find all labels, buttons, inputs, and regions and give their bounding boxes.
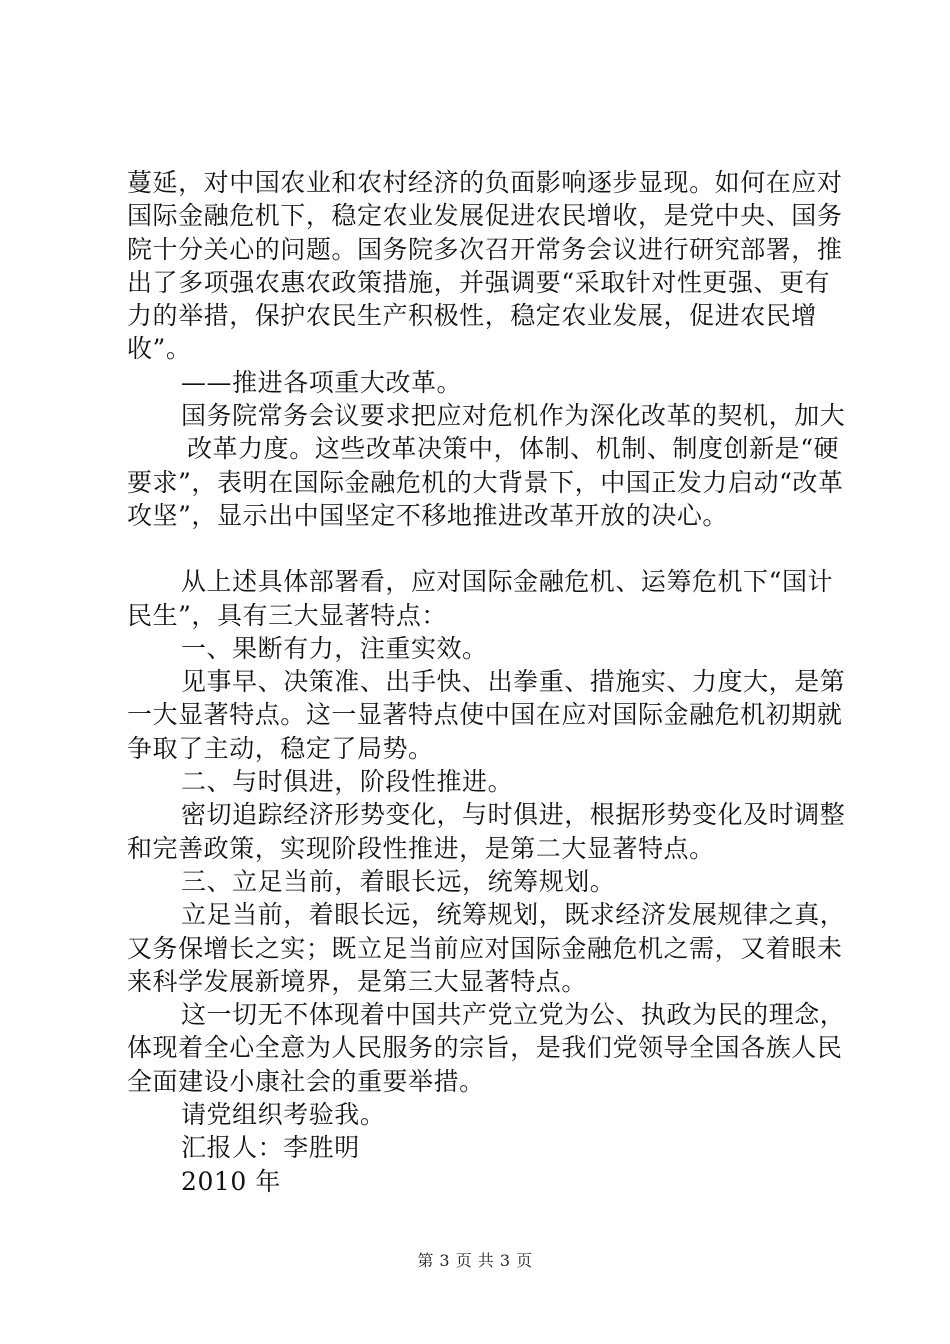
- paragraph-three-features: 从上述具体部署看，应对国际金融危机、运筹危机下“国计民生”，具有三大显著特点：: [127, 567, 834, 630]
- heading-feature-one: 一、果断有力，注重实效。: [181, 633, 488, 663]
- document-body: [127, 166, 847, 1198]
- paragraph-agriculture: 蔓延，对中国农业和农村经济的负面影响逐步显现。如何在应对国际金融危机下，稳定农业发展促进农民增收，是党中央、国务院十分关心的问题。国务院多次召开常务会议进行研究部署，推出了多项强农惠农政策措施，并强调要“采取针对性更强、更有力的举措，保护农民生产积极性，稳定农业发展，促进农民增收”。: [127, 168, 843, 364]
- paragraph-reform-intro: 国务院常务会议要求把应对危机作为深化改革的契机，加大: [181, 401, 846, 431]
- paragraph-gap: [127, 532, 847, 565]
- paragraph-feature-one: 见事早、决策准、出手快、出拳重、措施实、力度大，是第一大显著特点。这一显著特点使中国在应对国际金融危机初期就争取了主动，稳定了局势。: [127, 667, 846, 763]
- paragraph-conclusion: 这一切无不体现着中国共产党立党为公、执政为民的理念，体现着全心全意为人民服务的宗旨，是我们党领导全国各族人民全面建设小康社会的重要举措。: [127, 1000, 846, 1096]
- paragraph-feature-three: 立足当前，着眼长远，统筹规划，既求经济发展规律之真，又务保增长之实；既立足当前应对国际金融危机之需，又着眼未来科学发展新境界，是第三大显著特点。: [127, 900, 846, 996]
- page-number-footer: 第 3 页 共 3 页: [417, 1251, 533, 1270]
- heading-feature-two: 二、与时俱进，阶段性推进。: [181, 767, 514, 797]
- paragraph-reform-detail: 改革力度。这些改革决策中，体制、机制、制度创新是“硬要求”，表明在国际金融危机的大背景下，中国正发力启动“改革攻坚”，显示出中国坚定不移地推进改革开放的决心。: [127, 434, 844, 530]
- report-year: 2010 年: [181, 1166, 281, 1196]
- closing-request: 请党组织考验我。: [181, 1100, 386, 1130]
- reporter-signature: 汇报人：李胜明: [181, 1133, 360, 1163]
- heading-feature-three: 三、立足当前，着眼长远，统筹规划。: [181, 866, 616, 896]
- paragraph-feature-two: 密切追踪经济形势变化，与时俱进，根据形势变化及时调整和完善政策，实现阶段性推进，是第二大显著特点。: [127, 800, 846, 863]
- heading-reform: ——推进各项重大改革。: [181, 367, 463, 397]
